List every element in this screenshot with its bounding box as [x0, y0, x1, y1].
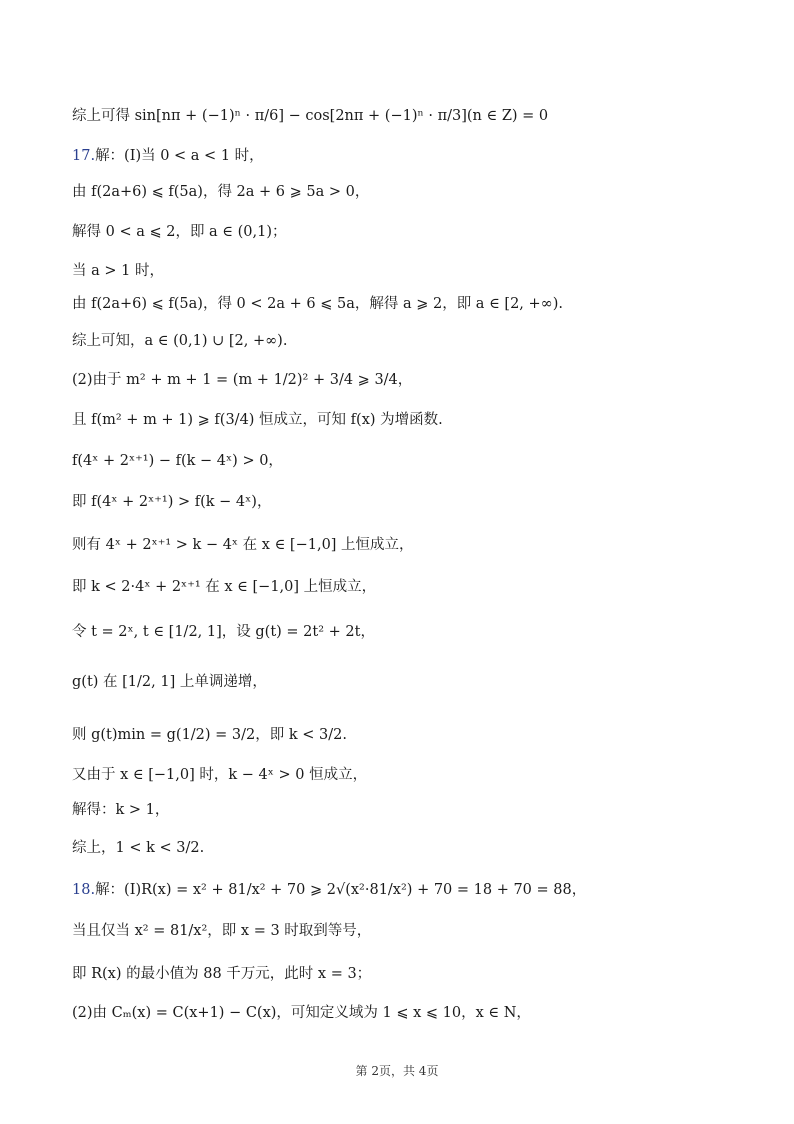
text-line: 又由于 x ∈ [−1,0] 时，k − 4ˣ > 0 恒成立，: [72, 767, 368, 783]
text-line: 综上可知，a ∈ (0,1) ∪ [2, +∞).: [72, 333, 288, 349]
text-line: 18.解：(Ⅰ)R(x) = x² + 81/x² + 70 ⩾ 2√(x²·81/x²) + 70 = 18 + 70 = 88，: [72, 882, 587, 898]
text-line: 即 R(x) 的最小值为 88 千万元，此时 x = 3；: [72, 966, 372, 982]
text-line: 综上，1 < k < 3/2.: [72, 840, 205, 856]
text-line: 令 t = 2ˣ, t ∈ [1/2, 1]，设 g(t) = 2t² + 2t，: [72, 624, 375, 640]
text-line: 则 g(t)min = g(1/2) = 3/2，即 k < 3/2.: [72, 727, 347, 743]
text-line: 17.解：(Ⅰ)当 0 < a < 1 时，: [72, 148, 264, 164]
text-line: 则有 4ˣ + 2ˣ⁺¹ > k − 4ˣ 在 x ∈ [−1,0] 上恒成立，: [72, 537, 414, 553]
text-line: 综上可得 sin[nπ + (−1)ⁿ · π/6] − cos[2nπ + (−1)ⁿ · π/3](n ∈ Z) = 0: [72, 108, 549, 124]
text-line: 由 f(2a+6) ⩽ f(5a)，得 0 < 2a + 6 ⩽ 5a，解得 a ⩾ 2，即 a ∈ [2, +∞).: [72, 296, 564, 312]
text-line: 当且仅当 x² = 81/x²，即 x = 3 时取到等号，: [72, 923, 372, 939]
question-number: 17.: [72, 148, 96, 164]
text-line: 即 k < 2·4ˣ + 2ˣ⁺¹ 在 x ∈ [−1,0] 上恒成立，: [72, 579, 377, 595]
text-line: f(4ˣ + 2ˣ⁺¹) − f(k − 4ˣ) > 0，: [72, 453, 283, 469]
question-number: 18.: [72, 882, 96, 898]
text-line: 解得 0 < a ⩽ 2，即 a ∈ (0,1)；: [72, 224, 287, 240]
text-line: 由 f(2a+6) ⩽ f(5a)，得 2a + 6 ⩾ 5a > 0，: [72, 184, 370, 200]
text-line: 当 a > 1 时，: [72, 263, 164, 279]
page-footer: 第 2页，共 4页: [355, 1064, 439, 1078]
text-line: (2)由 Cₘ(x) = C(x+1) − C(x)，可知定义域为 1 ⩽ x ⩽ 10，x ∈ N，: [72, 1005, 531, 1021]
text-line: 且 f(m² + m + 1) ⩾ f(3/4) 恒成立，可知 f(x) 为增函数.: [72, 412, 443, 428]
text-line: 即 f(4ˣ + 2ˣ⁺¹) > f(k − 4ˣ)，: [72, 494, 272, 510]
text-line: (2)由于 m² + m + 1 = (m + 1/2)² + 3/4 ⩾ 3/4，: [72, 372, 413, 388]
text-line: 解得：k > 1，: [72, 802, 170, 818]
text-line: g(t) 在 [1/2, 1] 上单调递增，: [72, 674, 267, 690]
